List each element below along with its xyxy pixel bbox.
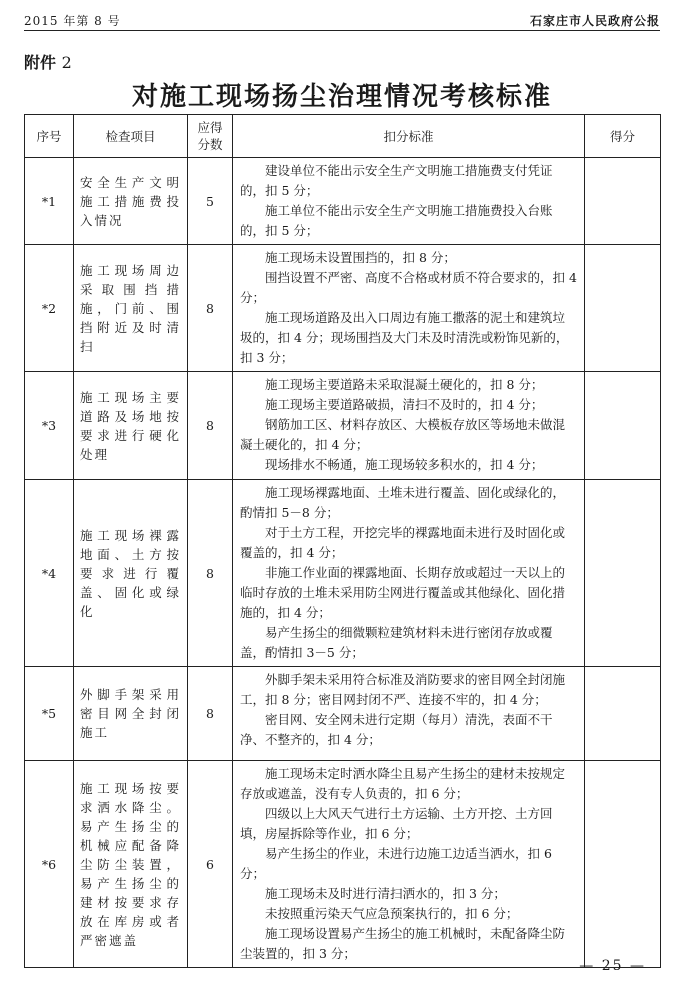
header-score-line2: 分数: [197, 137, 223, 152]
check-item: 施工现场按要求洒水降尘。易产生扬尘的机械应配备降尘防尘装置，易产生扬尘的建材按要求存放在库房或者严密遮盖: [74, 761, 188, 968]
deduction-rule: 施工现场未定时洒水降尘且易产生扬尘的建材未按规定存放或遮盖，没有专人负责的，扣 6 分；: [240, 766, 566, 801]
header-score-line1: 应得: [197, 120, 223, 135]
deduction-rule: 非施工作业面的裸露地面、长期存放或超过一天以上的临时存放的土堆未采用防尘网进行覆盖或其他绿化、固化措施的，扣 4 分；: [240, 565, 566, 620]
check-item: 施工现场主要道路及场地按要求进行硬化处理: [74, 372, 188, 480]
header-divider: [24, 30, 660, 31]
table-row: [25, 158, 661, 245]
deduction-rule: 施工单位不能出示安全生产文明施工措施费投入台账的，扣 5 分；: [240, 203, 553, 238]
issue-label: 2015 年第 8 号: [24, 14, 121, 28]
attachment-number: 2: [61, 53, 72, 72]
table-row: [25, 667, 661, 761]
deduction-rules: [233, 480, 585, 667]
header-score: [188, 115, 233, 158]
score-obtained: [585, 158, 661, 245]
row-number: *3: [25, 372, 74, 480]
deduction-rules: [233, 245, 585, 372]
table-header-row: [25, 115, 661, 158]
row-number: *2: [25, 245, 74, 372]
table-row: [25, 761, 661, 968]
score-obtained: [585, 761, 661, 968]
publication-name: 石家庄市人民政府公报: [529, 14, 660, 28]
max-score: 8: [188, 667, 233, 761]
row-number: *4: [25, 480, 74, 667]
deduction-rule: 外脚手架未采用符合标准及消防要求的密目网全封闭施工，扣 8 分；密目网封闭不严、连接不牢的，扣 4 分；: [240, 672, 566, 707]
score-obtained: [585, 245, 661, 372]
max-score: 6: [188, 761, 233, 968]
max-score: 8: [188, 372, 233, 480]
running-header: [24, 10, 660, 30]
deduction-rule: 未按照重污染天气应急预案执行的，扣 6 分；: [265, 906, 519, 921]
deduction-rule: 施工现场未及时进行清扫洒水的，扣 3 分；: [265, 886, 506, 901]
score-obtained: [585, 667, 661, 761]
table-row: [25, 480, 661, 667]
deduction-rule: 施工现场未设置围挡的，扣 8 分；: [265, 250, 456, 265]
page-number: — 25 —: [579, 958, 646, 974]
page-title: 对施工现场扬尘治理情况考核标准: [131, 82, 552, 112]
deduction-rule: 钢筋加工区、材料存放区、大模板存放区等场地未做混凝土硬化的，扣 4 分；: [240, 417, 566, 452]
table-body: [25, 158, 661, 968]
header-no: 序号: [25, 115, 74, 158]
row-number: *6: [25, 761, 74, 968]
deduction-rule: 四级以上大风天气进行土方运输、土方开挖、土方回填，房屋拆除等作业，扣 6 分；: [240, 806, 553, 841]
row-number: *5: [25, 667, 74, 761]
deduction-rule: 密目网、安全网未进行定期（每月）清洗，表面不干净、不整齐的，扣 4 分；: [240, 712, 553, 747]
deduction-rule: 施工现场主要道路未采取混凝土硬化的，扣 8 分；: [265, 377, 544, 392]
deduction-rule: 现场排水不畅通，施工现场较多积水的，扣 4 分；: [265, 457, 544, 472]
max-score: 8: [188, 245, 233, 372]
deduction-rules: [233, 372, 585, 480]
deduction-rule: 建设单位不能出示安全生产文明施工措施费支付凭证的，扣 5 分；: [240, 163, 553, 198]
table-row: [25, 245, 661, 372]
max-score: 5: [188, 158, 233, 245]
deduction-rule: 施工现场主要道路破损，清扫不及时的，扣 4 分；: [265, 397, 544, 412]
check-item: 施工现场周边采取围挡措施，门前、围挡附近及时清扫: [74, 245, 188, 372]
deduction-rule: 施工现场裸露地面、土堆未进行覆盖、固化或绿化的，酌情扣 5－8 分；: [240, 485, 566, 520]
row-number: *1: [25, 158, 74, 245]
deduction-rule: 易产生扬尘的细微颗粒建筑材料未进行密闭存放或覆盖，酌情扣 3－5 分；: [240, 625, 553, 660]
attachment-word: 附件: [24, 53, 57, 72]
deduction-rule: 施工现场设置易产生扬尘的施工机械时，未配备降尘防尘装置的，扣 3 分；: [240, 926, 566, 961]
header-got: 得分: [585, 115, 661, 158]
deduction-rules: [233, 667, 585, 761]
deduction-rule: 对于土方工程，开挖完毕的裸露地面未进行及时固化或覆盖的，扣 4 分；: [240, 525, 566, 560]
score-obtained: [585, 480, 661, 667]
max-score: 8: [188, 480, 233, 667]
deduction-rules: [233, 158, 585, 245]
check-item: 外脚手架采用密目网全封闭施工: [74, 667, 188, 761]
deduction-rules: [233, 761, 585, 968]
table-row: [25, 372, 661, 480]
check-item: 安全生产文明施工措施费投入情况: [74, 158, 188, 245]
score-obtained: [585, 372, 661, 480]
attachment-label: [24, 50, 72, 73]
deduction-rule: 易产生扬尘的作业，未进行边施工边适当洒水，扣 6 分；: [240, 846, 552, 881]
deduction-rule: 施工现场道路及出入口周边有施工撒落的泥土和建筑垃圾的，扣 4 分；现场围挡及大门未及时清洗或粉饰见新的，扣 3 分；: [240, 310, 569, 365]
header-item: 检查项目: [74, 115, 188, 158]
header-rules: 扣分标准: [233, 115, 585, 158]
assessment-table: [24, 114, 661, 968]
check-item: 施工现场裸露地面、土方按要求进行覆盖、固化或绿化: [74, 480, 188, 667]
deduction-rule: 围挡设置不严密、高度不合格或材质不符合要求的，扣 4 分；: [240, 270, 577, 305]
